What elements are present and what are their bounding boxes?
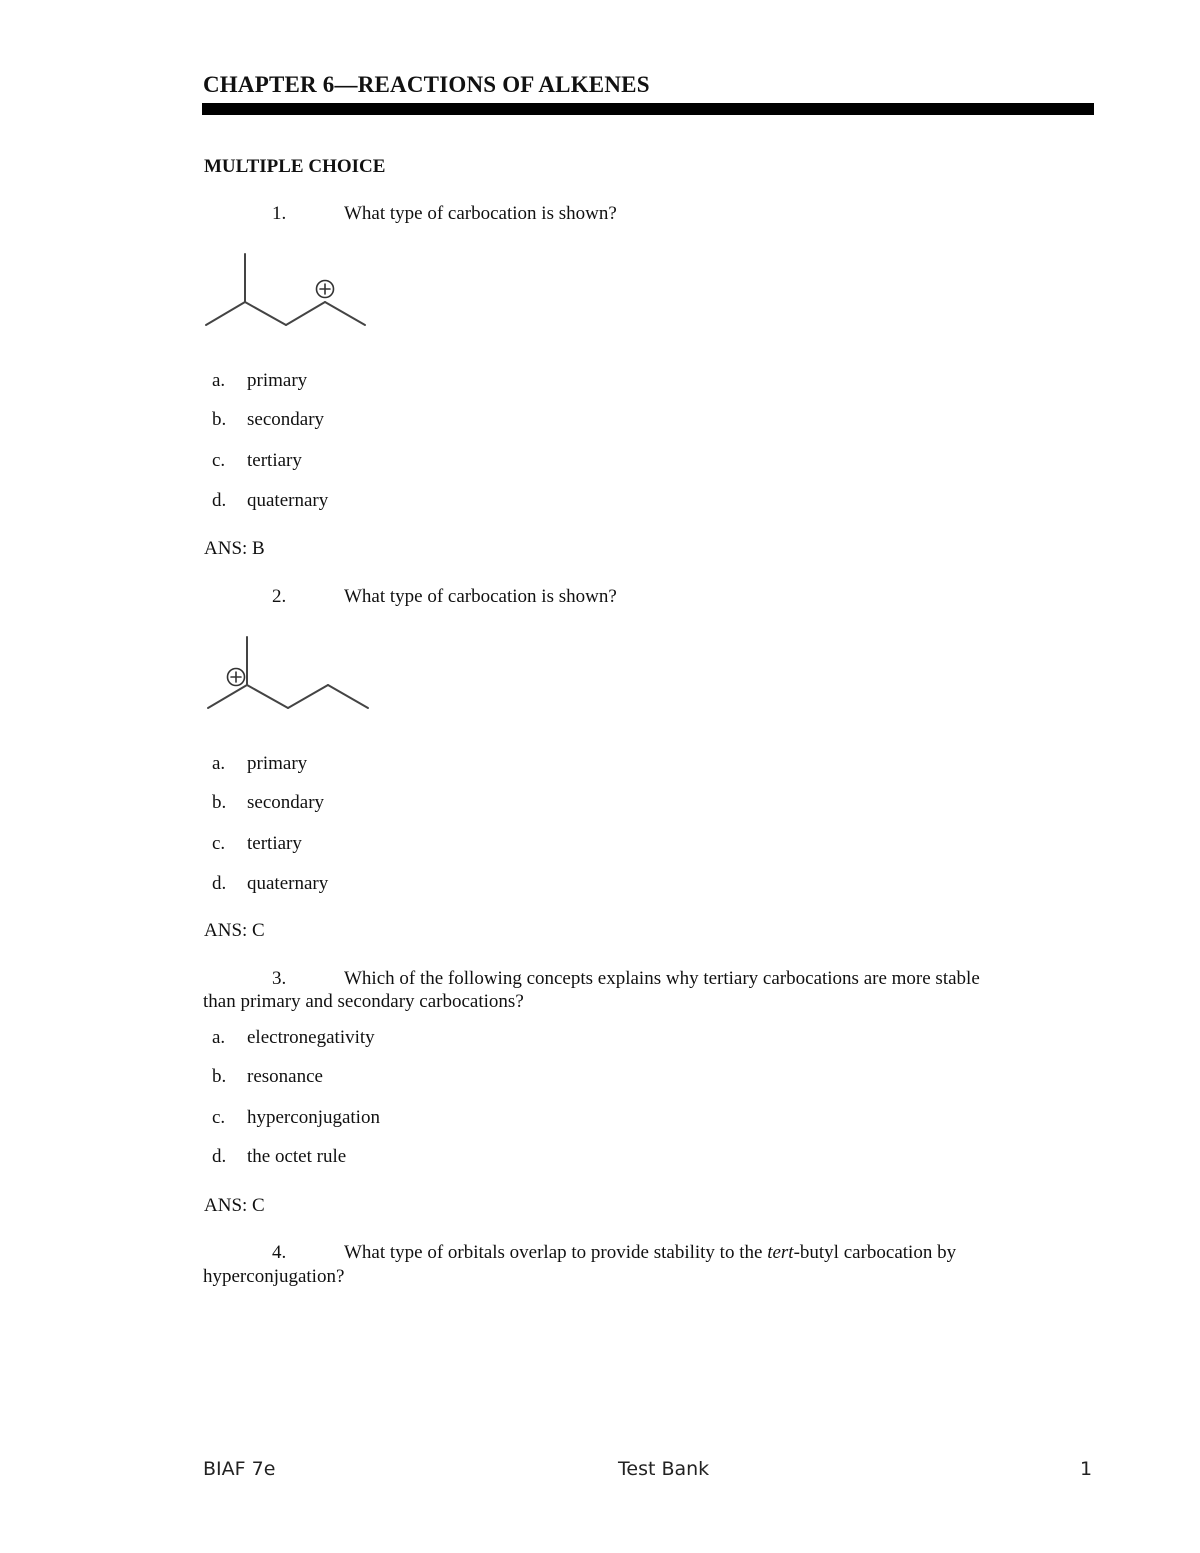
q3-option-c-letter: c.	[212, 1107, 226, 1128]
q3-option-d-text: the octet rule	[247, 1146, 347, 1167]
q1-option-b-text: secondary	[247, 409, 325, 430]
q1-option-d-text: quaternary	[247, 490, 329, 511]
section-heading: MULTIPLE CHOICE	[204, 156, 386, 177]
q2-option-a-text: primary	[247, 753, 308, 774]
q1-option-a-text: primary	[247, 370, 308, 391]
q1-answer: ANS: B	[204, 538, 265, 559]
question-4-number: 4.	[272, 1242, 287, 1263]
footer-center: Test Bank	[618, 1458, 710, 1480]
question-4-text-before: What type of orbitals overlap to provide stability to the	[344, 1242, 768, 1263]
footer-left: BIAF 7e	[203, 1458, 276, 1480]
chapter-title: CHAPTER 6—REACTIONS OF ALKENES	[203, 72, 650, 97]
question-3-text-continued: than primary and secondary carbocations?	[203, 991, 524, 1012]
question-2-structure	[0, 0, 1, 1]
q2-answer: ANS: C	[204, 920, 265, 941]
q3-answer: ANS: C	[204, 1195, 265, 1216]
q2-option-d-letter: d.	[212, 873, 227, 894]
q2-option-b-text: secondary	[247, 792, 325, 813]
question-1-number: 1.	[272, 203, 287, 224]
q3-option-a-text: electronegativity	[247, 1027, 375, 1048]
q3-option-a-letter: a.	[212, 1027, 226, 1048]
question-3-text: Which of the following concepts explains why tertiary carbocations are more stable	[344, 968, 980, 989]
question-4-text	[344, 1242, 956, 1264]
q2-option-a-letter: a.	[212, 753, 226, 774]
q1-option-c-letter: c.	[212, 450, 226, 471]
title-rule	[202, 103, 1094, 115]
q1-option-c-text: tertiary	[247, 450, 302, 471]
question-4-text-italic: tert	[767, 1242, 794, 1263]
q2-option-c-text: tertiary	[247, 833, 302, 854]
question-1-text: What type of carbocation is shown?	[344, 203, 617, 224]
q2-option-b-letter: b.	[212, 792, 227, 813]
q2-option-c-letter: c.	[212, 833, 226, 854]
q1-option-d-letter: d.	[212, 490, 227, 511]
question-2-text: What type of carbocation is shown?	[344, 586, 617, 607]
question-4-text-after: -butyl carbocation by	[793, 1242, 957, 1263]
q3-option-b-text: resonance	[247, 1066, 323, 1087]
q3-option-d-letter: d.	[212, 1146, 227, 1167]
question-3-number: 3.	[272, 968, 287, 989]
q1-option-a-letter: a.	[212, 370, 226, 391]
question-2-number: 2.	[272, 586, 287, 607]
q1-option-b-letter: b.	[212, 409, 227, 430]
q3-option-c-text: hyperconjugation	[247, 1107, 380, 1128]
footer-page-number: 1	[1080, 1458, 1093, 1480]
question-4-text-continued: hyperconjugation?	[203, 1266, 345, 1287]
q3-option-b-letter: b.	[212, 1066, 227, 1087]
q2-option-d-text: quaternary	[247, 873, 329, 894]
